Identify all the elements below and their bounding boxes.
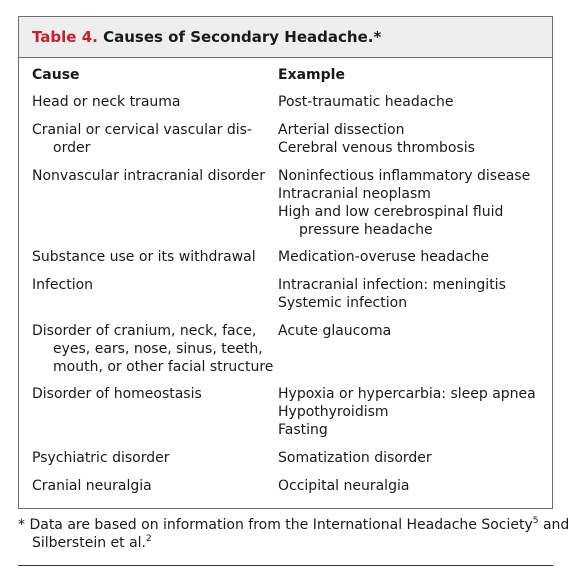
reference-superscript: 2 — [146, 534, 152, 544]
cause-text: Psychiatric disorder — [32, 450, 170, 466]
example-text: Acute glaucoma — [278, 323, 392, 339]
cause-text: mouth, or other facial structure — [53, 359, 274, 375]
example-cell — [278, 167, 548, 239]
example-text: High and low cerebrospinal fluid — [278, 204, 504, 220]
cause-cell — [32, 93, 272, 111]
example-text: Noninfectious inflammatory disease — [278, 168, 531, 184]
cause-cell — [32, 248, 272, 266]
example-text: Medication-overuse headache — [278, 249, 490, 265]
cause-cell — [32, 167, 272, 185]
cause-cell — [32, 477, 272, 495]
cause-text: eyes, ears, nose, sinus, teeth, — [53, 341, 263, 357]
cause-text: Cranial or cervical vascular dis- — [32, 122, 252, 138]
cause-cell — [32, 276, 272, 294]
cause-text: Substance use or its withdrawal — [32, 249, 256, 265]
cause-text: Nonvascular intracranial disorder — [32, 168, 266, 184]
cause-text: Infection — [32, 277, 94, 293]
cause-cell — [32, 121, 272, 157]
cause-text: Disorder of homeostasis — [32, 386, 202, 402]
example-text: Hypothyroidism — [278, 404, 389, 420]
example-text: Somatization disorder — [278, 450, 432, 466]
reference-superscript: 5 — [532, 516, 539, 526]
example-text: Intracranial neoplasm — [278, 186, 431, 202]
table-title-bar — [19, 17, 552, 58]
example-text: Intracranial infection: meningitis — [278, 277, 506, 293]
example-cell — [278, 449, 548, 467]
cause-cell — [32, 385, 272, 403]
example-text: Hypoxia or hypercarbia: sleep apnea — [278, 386, 536, 402]
footnote-line — [18, 516, 570, 534]
footnote-text: Silberstein et al. — [32, 535, 147, 551]
cause-cell — [32, 449, 272, 467]
column-header-example: Example — [278, 67, 345, 83]
example-cell — [278, 322, 548, 340]
example-text: Post-traumatic headache — [278, 94, 454, 110]
example-text: Occipital neuralgia — [278, 478, 410, 494]
example-cell — [278, 477, 548, 495]
example-cell — [278, 93, 548, 111]
cause-text: Disorder of cranium, neck, face, — [32, 323, 257, 339]
example-text: Cerebral venous thrombosis — [278, 140, 475, 156]
cause-text: Cranial neuralgia — [32, 478, 152, 494]
footnote-text: and — [538, 517, 570, 533]
footnote-line — [18, 534, 558, 552]
example-cell — [278, 121, 548, 157]
table-name: Causes of Secondary Headache.* — [103, 28, 382, 46]
footnote-marker: * — [18, 517, 25, 533]
table-container — [18, 16, 553, 509]
example-text: pressure headache — [299, 222, 433, 238]
example-cell — [278, 385, 548, 439]
example-text: Arterial dissection — [278, 122, 405, 138]
cause-text: Head or neck trauma — [32, 94, 181, 110]
cause-cell — [32, 322, 272, 376]
table-footnote — [18, 516, 570, 552]
cause-text: order — [53, 140, 91, 156]
example-text: Systemic infection — [278, 295, 408, 311]
example-text: Fasting — [278, 422, 328, 438]
table-number: Table 4. — [32, 28, 98, 46]
footnote-text: Data are based on information from the International Headache Society — [29, 517, 533, 533]
bottom-rule — [18, 565, 553, 566]
example-cell — [278, 276, 548, 312]
table-title — [32, 28, 381, 46]
column-header-cause: Cause — [32, 67, 80, 83]
example-cell — [278, 248, 548, 266]
